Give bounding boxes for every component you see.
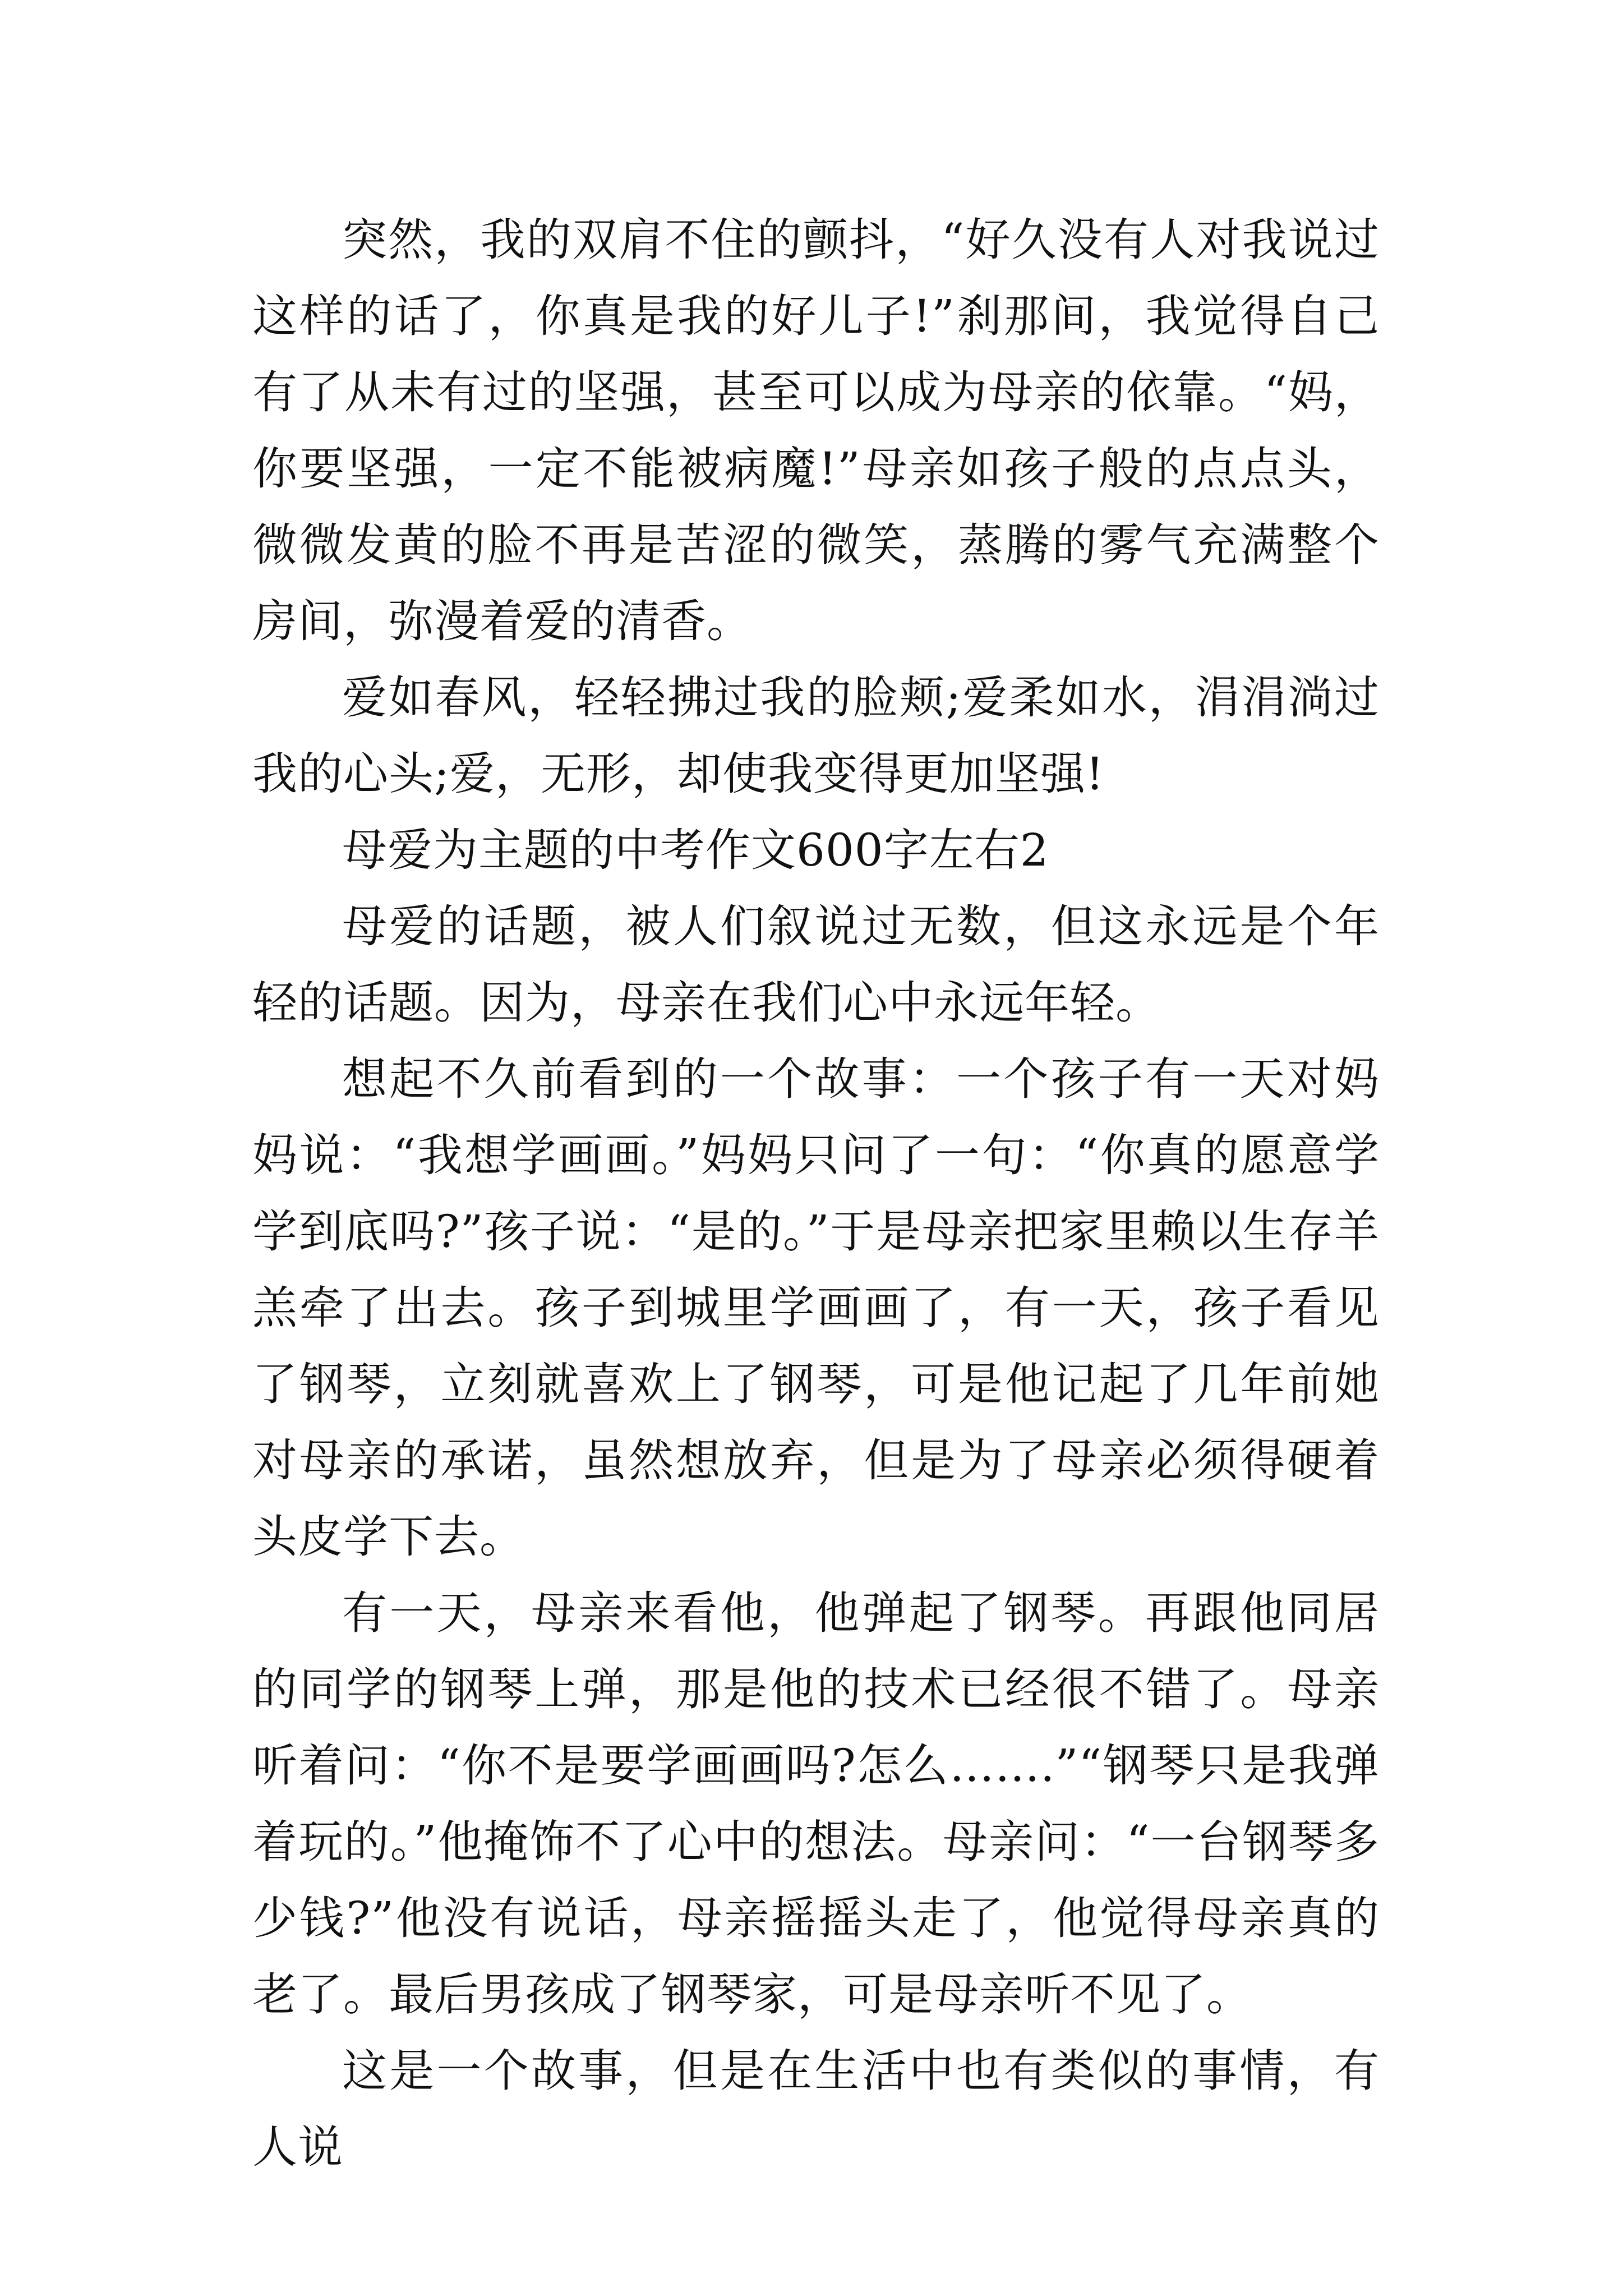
section-heading: 母爱为主题的中考作文600字左右2: [342, 824, 1049, 876]
paragraph: 母爱的话题，被人们叙说过无数，但这永远是个年轻的话题。因为，母亲在我们心中永远年轻。: [252, 900, 1380, 1029]
paragraph: 爱如春风，轻轻拂过我的脸颊;爱柔如水，涓涓淌过我的心头;爱，无形，却使我变得更加坚强!: [252, 671, 1380, 800]
paragraph: 突然，我的双肩不住的颤抖，“好久没有人对我说过这样的话了，你真是我的好儿子!”刹那间，我觉得自己有了从未有过的坚强，甚至可以成为母亲的依靠。“妈，你要坚强，一定不能被病魔!”母亲如孩子般的点点头，微微发黄的脸不再是苦涩的微笑，蒸腾的雾气充满整个房间，弥漫着爱的清香。: [252, 214, 1380, 647]
document-body: [252, 202, 1380, 2185]
paragraph: 这是一个故事，但是在生活中也有类似的事情，有人说: [252, 2045, 1380, 2173]
paragraph: 有一天，母亲来看他，他弹起了钢琴。再跟他同居的同学的钢琴上弹，那是他的技术已经很不错了。母亲听着问：“你不是要学画画吗?怎么…….”“钢琴只是我弹着玩的。”他掩饰不了心中的想法。母亲问：“一台钢琴多少钱?”他没有说话，母亲摇摇头走了，他觉得母亲真的老了。最后男孩成了钢琴家，可是母亲听不见了。: [252, 1587, 1380, 2021]
paragraph: 想起不久前看到的一个故事：一个孩子有一天对妈妈说：“我想学画画。”妈妈只问了一句：“你真的愿意学学到底吗?”孩子说：“是的。”于是母亲把家里赖以生存羊羔牵了出去。孩子到城里学画画了，有一天，孩子看见了钢琴，立刻就喜欢上了钢琴，可是他记起了几年前她对母亲的承诺，虽然想放弃，但是为了母亲必须得硬着头皮学下去。: [252, 1053, 1380, 1563]
